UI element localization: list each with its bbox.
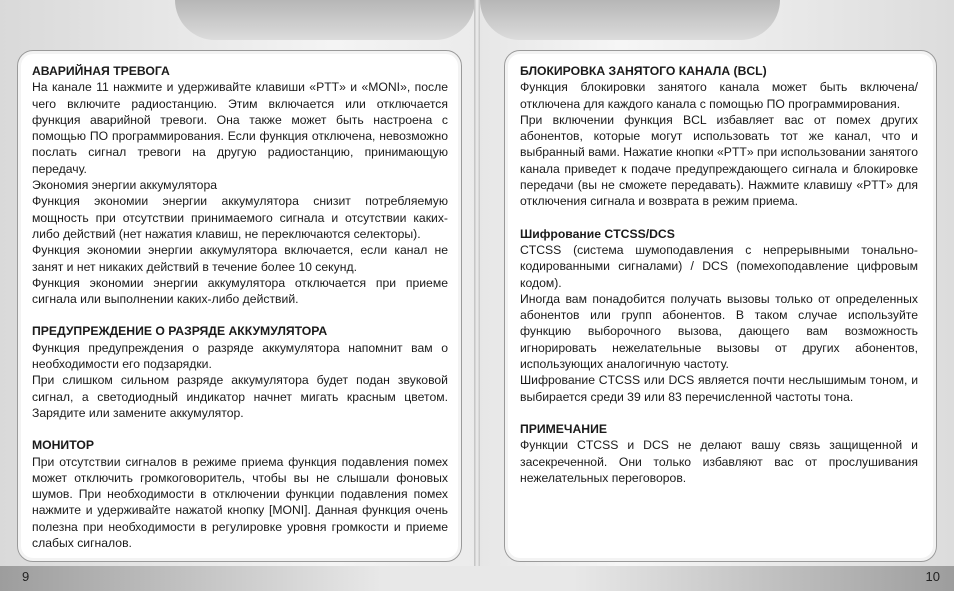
page-number-right: 10 (925, 569, 940, 584)
section-title-ctcss-dcs: Шифрование CTCSS/DCS (520, 226, 675, 241)
paragraph: При слишком сильном разряде аккумулятора будет подан звуковой сигнал, а светодиодный индикатор начнет мигать красным цветом. Зарядите или замените аккумулятор. (32, 373, 448, 420)
paragraph: Функция экономии энергии аккумулятора отключается при приеме сигнала или выполнении каких-либо действий. (32, 275, 448, 307)
paragraph: CTCSS (система шумоподавления с непрерывными тонально-кодированными сигналами) / DCS (помехоподавление цифровым кодом). (520, 242, 918, 290)
paragraph: При отсутствии сигналов в режиме приема функция подавления помех может отключить громкоговоритель, чтобы вы не слышали фоновых шумов. При необходимости в отключении функции подавления помех нажмите и удерживайте нажатой кнопку [MONI]. Данная функция очень полезна при необходимости в регулировке уровня громкости и приеме слабых сигналов. (32, 454, 448, 551)
paragraph: Шифрование CTCSS или DCS является почти неслышимым тоном, и выбирается среди 39 или 83 перечисленной частоты тона. (520, 373, 918, 404)
section-title-bcl: БЛОКИРОВКА ЗАНЯТОГО КАНАЛА (BCL) (520, 64, 767, 78)
subheading-battery-saving: Экономия энергии аккумулятора (32, 178, 218, 193)
page-number-left: 9 (22, 569, 30, 584)
paragraph: Функции CTCSS и DCS не делают вашу связь защищенной и засекреченной. Они только избавляют вас от прослушивания нежелательных переговоров. (520, 438, 918, 485)
paragraph: На канале 11 нажмите и удерживайте клавиши «PTT» и «MONI», после чего включите радиостанцию. Этим включается или отключается функция аварийной тревоги. Она также может быть настроена с помощью ПО программирования. Если функция отключена, невозможно послать сигнал тревоги на другую радиостанцию, принимающую передачу. (32, 80, 448, 176)
paragraph: Иногда вам понадобится получать вызовы только от определенных абонентов или групп абонентов. В таком случае используйте функцию выборочного вызова, дающего вам возможность игнорировать нежелательные вызовы от других абонентов, использующих аналогичную частоту. (520, 291, 918, 372)
section-title-monitor: МОНИТОР (32, 438, 94, 453)
paragraph: Функция экономии энергии аккумулятора снизит потребляемую мощность при отсутствии принимаемого сигнала и отсутствии каких-либо действий (нет нажатия клавиш, не переключаются селекторы). (32, 194, 448, 241)
paragraph: Функция блокировки занятого канала может быть включена/ отключена для каждого канала с помощью ПО программирования. (520, 80, 918, 111)
left-header-tab (175, 0, 475, 40)
page-fold (474, 0, 480, 591)
right-content (520, 63, 918, 486)
section-title-alarm: АВАРИЙНАЯ ТРЕВОГА (32, 64, 170, 78)
section-title-note: ПРИМЕЧАНИЕ (520, 421, 607, 436)
paragraph: При включении функция BCL избавляет вас от помех других абонентов, которые могут использовать тот же канал, что и выбранный вами. Нажатие кнопки «PTT» при использовании занятого канала приведет к подаче предупреждающего сигнала и блокировке передачи (вы не сможете передавать). Нажмите клавишу «PTT» для отключения сигнала и возврата в режим приема. (520, 112, 918, 209)
paragraph: Функция экономии энергии аккумулятора включается, если канал не занят и нет никаких действий в течение более 10 секунд. (32, 243, 448, 274)
right-footer-bar (477, 566, 954, 591)
left-footer-bar (0, 566, 477, 591)
paragraph: Функция предупреждения о разряде аккумулятора напомнит вам о необходимости его подзарядки. (32, 340, 448, 372)
left-content (32, 63, 448, 551)
section-title-battery-warning: ПРЕДУПРЕЖДЕНИЕ О РАЗРЯДЕ АККУМУЛЯТОРА (32, 324, 328, 339)
right-header-tab (480, 0, 780, 40)
